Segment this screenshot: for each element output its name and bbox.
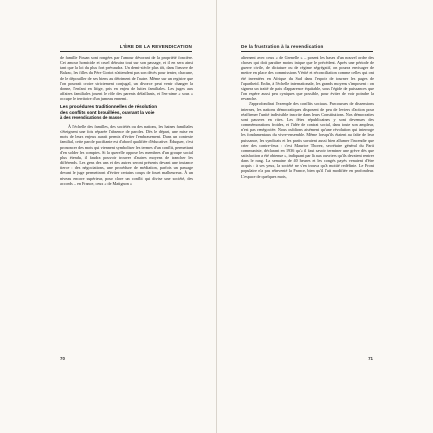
section-subhead — [60, 104, 193, 120]
paragraph: À l'échelle des familles, des sociétés ou des nations, les haines familiales s'éteignent une fois réparée l'absence de paroles. Dès le départ, une mise en mots de leurs enjeux aurait permis d'éviter l'embrasement. Dans un contexte familial, cette parole pacifiante est d'abord qualifiée d'éducative. Éduquer, c'est prononcer des mots qui viennent symboliser les termes d'un conflit, permettant d'en solder les comptes. Si la querelle oppose les membres d'un groupe social plus étendu, il faudra pouvoir trouver d'autres moyens de trancher les différends. Les gens des uns et des autres seront présents devant une instance tierce : des négociations, une procédure de médiation, parfois un passage devant le juge permettront d'éviter certains coups de fouet malheureux. À un niveau encore supérieur, pour clore un conflit qui divise une société, des accords – en France, ceux « de Matignon » — [60, 124, 193, 186]
page-number: 70 — [60, 356, 65, 361]
left-page — [0, 0, 216, 433]
paragraph: J'approfondirai l'exemple des conflits sociaux. Parcourues de dissensions internes, les nations démocratiques disposent de peu de leviers d'action pour réaffirmer l'unité indivisible inscrite dans leurs Constitutions. Nos démocraties sont pauvres en rites. Les fêtes républicaines y sont devenues des commémorations froides, et l'idée de contrat social, dans toute son ampleur, n'est pas renégociée. Nous oublions aisément qu'une révolution qui interroge les fondamentaux du vivre-ensemble. Même lorsqu'ils étaient au faîte de leur puissance, les syndicats et les partis savaient aussi bien allumer l'incendie que crier des contre-feux : c'est Maurice Thorez, secrétaire général du Parti communiste, déclarant en 1936 qu'« il faut savoir terminer une grève dès que satisfaction a été obtenue », indiquant par là aux ouvriers qu'ils devaient rentrer dans le rang. La semaine de 40 heures et les congés payés venaient d'être acquis : à ses yeux, la société ne s'en trouva qu'à moitié redéfinie. Le Front populaire n'a pas réinventé la France, bien qu'il l'ait modifiée en profondeur. L'espace de quelques mois, — [241, 101, 374, 179]
running-head: L'ÈRE DE LA REVENDICATION — [119, 44, 192, 49]
subhead-line: à des revendications de masse — [60, 114, 122, 120]
header-rule — [241, 51, 373, 52]
header-rule — [60, 51, 192, 52]
text-column — [60, 55, 193, 186]
subhead-line: Les procédures traditionnelles de résolution — [60, 104, 158, 110]
page-number: 71 — [368, 356, 373, 361]
subhead-line: des conflits sont brouillées, ouvrant la voie — [60, 109, 155, 115]
running-head: De la frustration à la revendication — [241, 44, 324, 49]
text-column — [241, 55, 374, 179]
paragraph: alternent avec ceux « de Grenelle » – posent les bases d'un nouvel ordre des choses qui doit paraître moins inique que le précédent. Après une période de guerre civile, de dictature ou de régime ségrégatif, on pourra envisager de mettre en place des commissions Vérité et réconciliation comme celles qui ont été inventées en Afrique du Sud dans l'espoir de tourner les pages de l'apartheid. Enfin, à l'échelle internationale, les grands moyens s'imposent : on signera un traité de paix d'apparence équitable, sous l'égide de puissances que l'on espère aussi peu cyniques que possible, pour éviter de voir poindre la revanche. — [241, 55, 374, 102]
paragraph: de famille Fouan sont rongées par l'amour dévorant de la propriété foncière. Cet amour homicide et cruel détruira tout sur son passage, et il en sera ainsi tant que la loi du plus fort prévaudra. Un demi-siècle plus tôt, dans l'œuvre de Balzac, les filles du Père Goriot n'attendent pas son décès pour tenter, chacune, de le dépouiller de ses biens au détriment de l'autre. Même sur un registre que l'on pourrait croire strictement conjugal, un divorce peut venir changer la donne, l'enfant en litige, pris en enjeu de luttes familiales. Les juges aux affaires familiales jouent le rôle des parents défaillants, et l'en-aime « sous » occupe le territoire d'un jumeau ennemi. — [60, 55, 193, 102]
right-page — [217, 0, 433, 433]
